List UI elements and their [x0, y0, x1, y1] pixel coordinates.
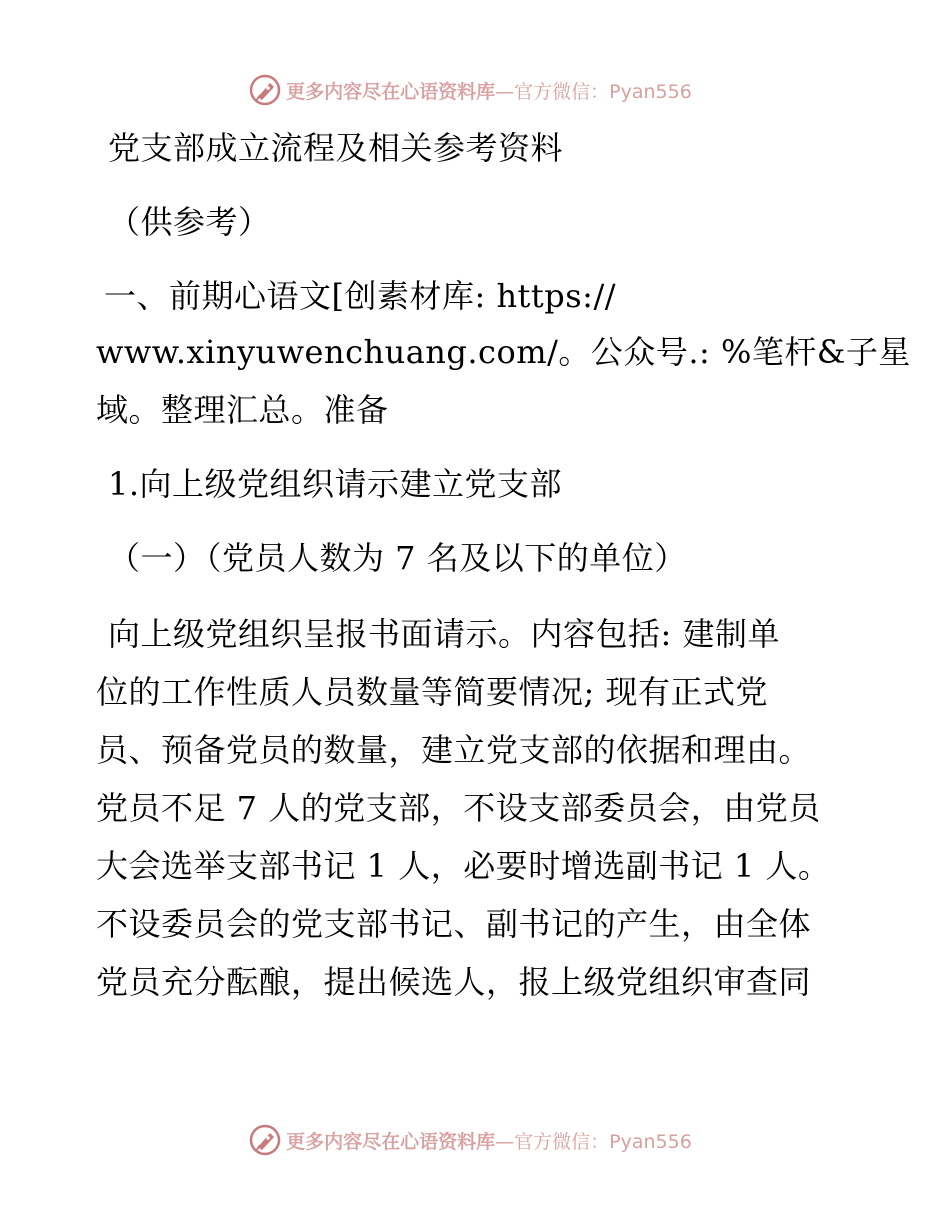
watermark-banner-top	[0, 70, 950, 110]
paragraph-line: 大会选举支部书记 1 人，必要时增选副书记 1 人。	[96, 847, 831, 885]
watermark-inner	[248, 1123, 692, 1157]
watermark-text	[286, 1127, 692, 1154]
watermark-banner-bottom	[0, 1120, 950, 1160]
list-item-1: 1.向上级党组织请示建立党支部	[108, 465, 563, 503]
paragraph-line: 不设委员会的党支部书记、副书记的产生，由全体	[96, 905, 812, 943]
paragraph-line: 位的工作性质人员数量等简要情况; 现有正式党	[96, 673, 768, 711]
section-heading-1-line-3: 域。整理汇总。准备	[96, 391, 389, 429]
watermark-dash: —	[495, 80, 515, 103]
pen-nib-logo-icon	[248, 1123, 282, 1157]
paragraph-line: 向上级党组织呈报书面请示。内容包括: 建制单	[108, 615, 780, 653]
watermark-main-text: 更多内容尽在心语资料库	[286, 80, 496, 103]
pen-nib-logo-icon	[248, 73, 282, 107]
watermark-main-text: 更多内容尽在心语资料库	[286, 1130, 496, 1153]
watermark-inner	[248, 73, 692, 107]
document-subtitle: （供参考）	[108, 203, 271, 241]
section-heading-1-line-1: 一、前期心语文[创素材库: https://	[104, 277, 617, 315]
document-title: 党支部成立流程及相关参考资料	[108, 129, 564, 167]
paragraph-line: 党员不足 7 人的党支部，不设支部委员会，由党员	[96, 789, 821, 827]
paragraph-line: 党员充分酝酿，提出候选人，报上级党组织审查同	[96, 963, 812, 1001]
watermark-text	[286, 77, 692, 104]
subsection-heading-1: （一）（党员人数为 7 名及以下的单位）	[108, 539, 687, 577]
watermark-dash: —	[495, 1130, 515, 1153]
watermark-tail-text: 官方微信：Pyan556	[514, 80, 692, 103]
section-heading-1-line-2: www.xinyuwenchuang.com/。公众号.: %笔杆&子星	[96, 333, 911, 371]
watermark-tail-text: 官方微信：Pyan556	[514, 1130, 692, 1153]
paragraph-line: 员、预备党员的数量，建立党支部的依据和理由。	[96, 731, 812, 769]
